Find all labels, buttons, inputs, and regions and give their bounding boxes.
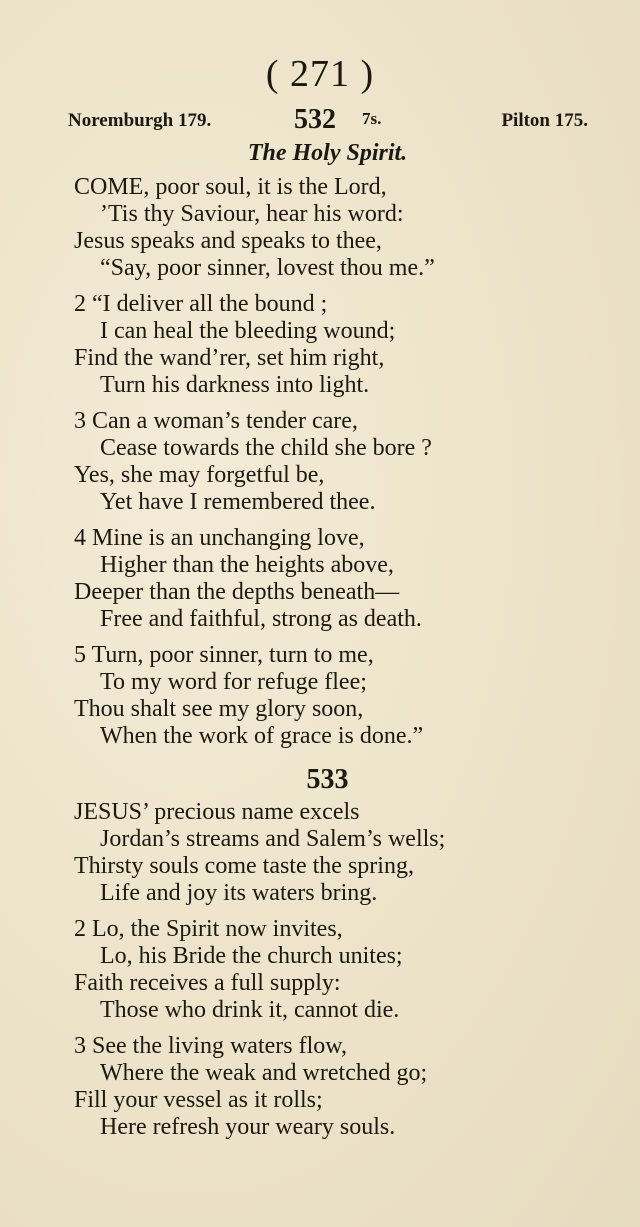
hymn-line: ’Tis thy Saviour, hear his word: (100, 201, 404, 227)
hymn-line: I can heal the bleeding wound; (100, 318, 396, 344)
hymn-line: Life and joy its waters bring. (100, 880, 378, 906)
hymn-line: JESUS’ precious name excels (74, 799, 360, 825)
page-number: ( 271 ) (265, 53, 375, 95)
hymn-header (68, 106, 588, 136)
hymn-line: 3 Can a woman’s tender care, (74, 408, 358, 434)
hymn-number-533: 533 (306, 764, 349, 795)
tune-name-right: Pilton 175. (501, 110, 588, 131)
hymn-meter: 7s. (362, 109, 382, 128)
tune-name-left: Noremburgh 179. (68, 110, 212, 131)
hymn-line: 4 Mine is an unchanging love, (74, 525, 365, 551)
hymn-title: The Holy Spirit. (247, 140, 408, 166)
hymn-line: Those who drink it, cannot die. (100, 997, 400, 1023)
hymn-line: Jesus speaks and speaks to thee, (74, 228, 382, 254)
hymn-line: Jordan’s streams and Salem’s wells; (100, 826, 446, 852)
hymn-line: “Say, poor sinner, lovest thou me.” (100, 255, 435, 281)
hymn-line: Higher than the heights above, (100, 552, 394, 578)
hymn-line: Free and faithful, strong as death. (100, 606, 422, 632)
hymn-line: Lo, his Bride the church unites; (100, 943, 403, 969)
hymn-line: Fill your vessel as it rolls; (74, 1087, 323, 1113)
hymn-line: Thirsty souls come taste the spring, (74, 853, 414, 879)
hymn-line: 3 See the living waters flow, (74, 1033, 348, 1059)
hymn-line: Yes, she may forgetful be, (74, 462, 325, 488)
hymn-line: Turn his darkness into light. (100, 372, 370, 398)
hymn-line: Thou shalt see my glory soon, (74, 696, 364, 722)
hymn-line: Cease towards the child she bore ? (100, 435, 432, 461)
hymn-line: 5 Turn, poor sinner, turn to me, (74, 642, 374, 668)
hymn-line: Deeper than the depths beneath— (74, 579, 400, 605)
hymn-line: Here refresh your weary souls. (100, 1114, 396, 1140)
hymn-line: Find the wand’rer, set him right, (74, 345, 385, 371)
hymn-number: 532 (294, 104, 336, 135)
hymn-line: Where the weak and wretched go; (100, 1060, 428, 1086)
hymn-line: 2 “I deliver all the bound ; (74, 291, 328, 317)
hymn-line: Faith receives a full supply: (74, 970, 341, 996)
hymn-line: 2 Lo, the Spirit now invites, (74, 916, 343, 942)
hymn-line: When the work of grace is done.” (100, 723, 424, 749)
hymn-line: To my word for refuge flee; (100, 669, 367, 695)
hymn-line: Yet have I remembered thee. (100, 489, 376, 515)
hymn-line: COME, poor soul, it is the Lord, (74, 174, 387, 200)
